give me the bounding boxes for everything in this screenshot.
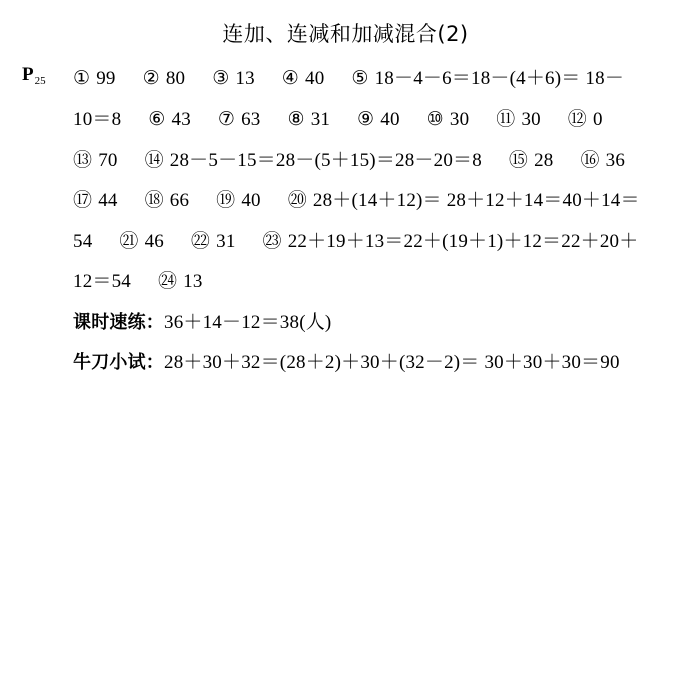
answer-line-6 [73,266,203,293]
answer-value: 13 [183,271,203,292]
answer-expression-continued: 54 [73,231,93,252]
practice-answer: 36＋14－12＝38(人) [164,312,332,333]
question-number: ④ [281,68,300,89]
question-number: ⑲ [216,190,236,211]
question-number: ③ [212,68,230,89]
answer-value: 40 [241,190,261,211]
answer-value: 31 [310,109,331,130]
answer-value: 31 [216,231,236,252]
answer-value: 66 [169,190,190,211]
practice-heading: 课时速练： [73,312,164,333]
question-number: ⑬ [73,150,93,171]
question-number: ② [142,68,160,89]
question-number: ⑧ [287,109,305,130]
answer-value: 80 [165,68,186,89]
answer-value: 28 [534,150,554,171]
question-number: ㉔ [157,271,178,292]
answer-line-2 [73,104,603,131]
answer-value: 99 [96,68,116,89]
question-number: ⑫ [567,109,587,130]
answer-value: 40 [305,68,325,89]
answer-value: 70 [98,150,118,171]
answer-value: 46 [144,231,164,252]
answer-value: 43 [171,109,191,130]
answer-value: 63 [241,109,261,130]
trial-answer: 28＋30＋32＝(28＋2)＋30＋(32－2)＝ 30＋30＋30＝90 [164,352,620,373]
answer-line-5 [73,226,638,253]
answer-value: 40 [380,109,400,130]
question-number: ⑩ [426,109,444,130]
answer-expression-continued: 12＝54 [73,271,132,292]
answer-line-4 [73,185,640,212]
page-label-number: 25 [34,75,46,87]
trial-line [73,347,620,374]
answer-value: 30 [449,109,470,130]
answer-value: 30 [521,109,541,130]
question-number: ⑰ [73,190,93,211]
answer-expression-continued: 10＝8 [73,109,122,130]
answer-value: 44 [98,190,118,211]
answer-expression: 28＋(14＋12)＝ 28＋12＋14＝40＋14＝ [312,190,640,211]
page-title: 连加、连减和加减混合(2) [222,22,469,46]
question-number: ⑳ [287,190,307,211]
question-number: ⑨ [357,109,375,130]
question-number: ⑱ [144,190,164,211]
question-number: ⑯ [580,150,600,171]
question-number: ㉑ [119,231,139,252]
answer-line-1 [73,63,624,90]
trial-heading: 牛刀小试： [73,352,164,373]
question-number: ⑪ [496,109,516,130]
question-number: ⑮ [508,150,529,171]
question-number: ㉒ [190,231,211,252]
answer-expression: 22＋19＋13＝22＋(19＋1)＋12＝22＋20＋ [287,231,639,252]
answer-value: 13 [235,68,255,89]
answer-expression: 18－4－6＝18－(4＋6)＝ 18－ [374,68,625,89]
answer-value: 0 [593,109,603,130]
question-number: ⑭ [144,150,164,171]
question-number: ① [73,68,91,89]
question-number: ㉓ [262,231,282,252]
answer-expression: 28－5－15＝28－(5＋15)＝28－20＝8 [169,150,482,171]
question-number: ⑤ [351,68,369,89]
answer-line-3 [73,145,625,172]
question-number: ⑦ [217,109,236,130]
question-number: ⑥ [148,109,166,130]
practice-line [73,307,331,334]
page-label-letter: P [22,64,34,85]
answer-value: 36 [605,150,626,171]
page-number-label [22,64,46,87]
